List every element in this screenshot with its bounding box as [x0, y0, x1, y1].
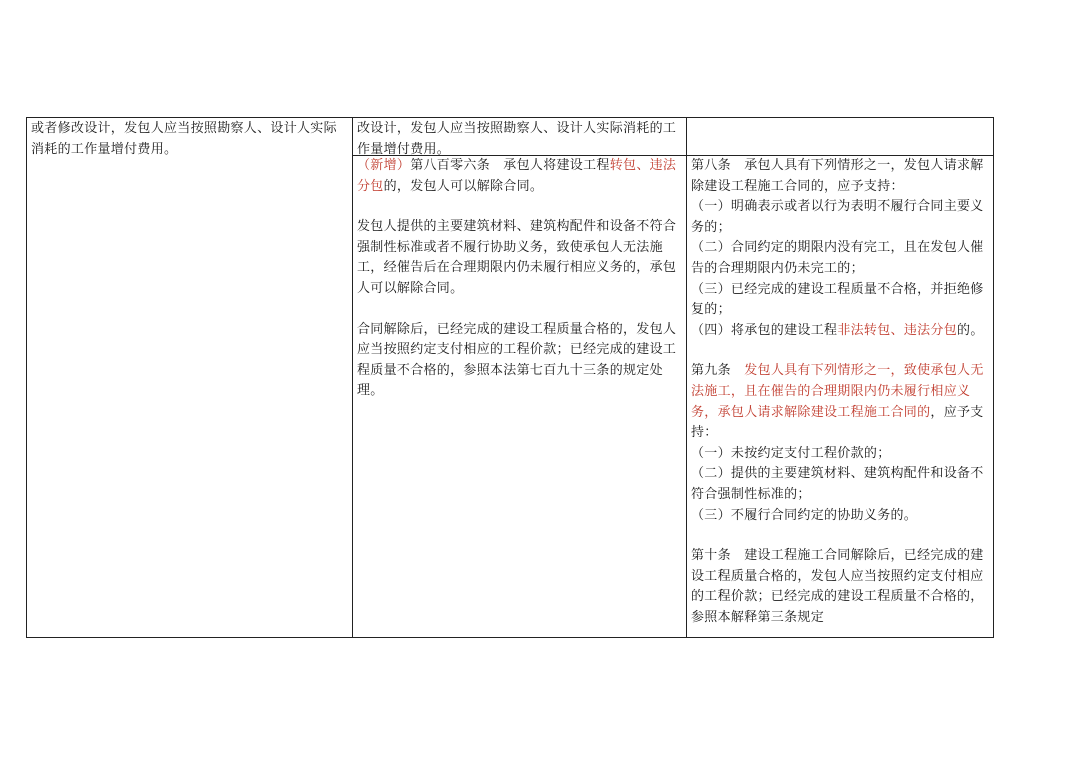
article-806-highlight: 转包、违法分包	[357, 158, 677, 194]
article-8-item-4-highlight: 非法转包、违法分包	[837, 322, 958, 338]
article-8-item-2: （二）合同约定的期限内没有完工，且在发包人催告的合理期限内仍未完工的；	[691, 240, 984, 276]
row1-col1-text: 或者修改设计，发包人应当按照勘察人、设计人实际消耗的工作量增付费用。	[31, 121, 337, 157]
article-806-text-a: 第八百零六条 承包人将建设工程	[410, 158, 610, 173]
article-8-item-1: （一）明确表示或者以行为表明不履行合同主要义务的；	[691, 199, 984, 235]
article-9-heading	[691, 361, 989, 443]
comparison-table	[26, 117, 994, 638]
article-9-item-1: （一）未按约定支付工程价款的；	[691, 445, 891, 461]
article-8-heading: 第八条 承包人具有下列情形之一，发包人请求解除建设工程施工合同的，应予支持：	[691, 158, 984, 194]
new-tag: （新增）	[357, 158, 411, 173]
article-8-item-4-text-b: 的。	[957, 322, 984, 338]
row2-col2-cell	[353, 156, 686, 402]
article-9-label: 第九条	[691, 363, 731, 379]
article-806-paragraph-3: 合同解除后，已经完成的建设工程质量合格的，发包人应当按照约定支付相应的工程价款；已经完成的建设工程质量不合格的，参照本法第七百九十三条的规定处理。	[357, 321, 677, 399]
article-8-item-3: （三）已经完成的建设工程质量不合格，并拒绝修复的；	[691, 281, 984, 318]
article-9-item-3: （三）不履行合同约定的协助义务的。	[691, 507, 918, 523]
article-806-paragraph-1	[357, 156, 682, 197]
row1-col2-text: 改设计，发包人应当按照勘察人、设计人实际消耗的工作量增付费用。	[357, 121, 677, 157]
article-9-highlight: 发包人具有下列情形之一，致使承包人无法施工，且在催告的合理期限内仍未履行相应义务，承包人请求解除建设工程施工合同的	[691, 363, 984, 420]
row2-col3-cell	[687, 156, 993, 628]
article-9-item-2: （二）提供的主要建筑材料、建筑构配件和设备不符合强制性标准的；	[691, 466, 984, 502]
article-806-paragraph-2: 发包人提供的主要建筑材料、建筑构配件和设备不符合强制性标准或者不履行协助义务，致使承包人无法施工，经催告后在合理期限内仍未履行相应义务的，承包人可以解除合同。	[357, 219, 677, 296]
row1-col2-cell	[353, 119, 686, 160]
row1-col1-cell	[27, 119, 352, 160]
article-9-tail: ，应予支持：	[691, 404, 984, 441]
article-10-text: 第十条 建设工程施工合同解除后，已经完成的建设工程质量合格的，发包人应当按照约定支付相应的工程价款；已经完成的建设工程质量不合格的，参照本解释第三条规定	[691, 548, 984, 625]
article-8-item-4-text-a: （四）将承包的建设工程	[691, 322, 838, 338]
article-8-item-4	[691, 321, 989, 342]
article-806-text-b: 的，发包人可以解除合同。	[383, 178, 544, 194]
